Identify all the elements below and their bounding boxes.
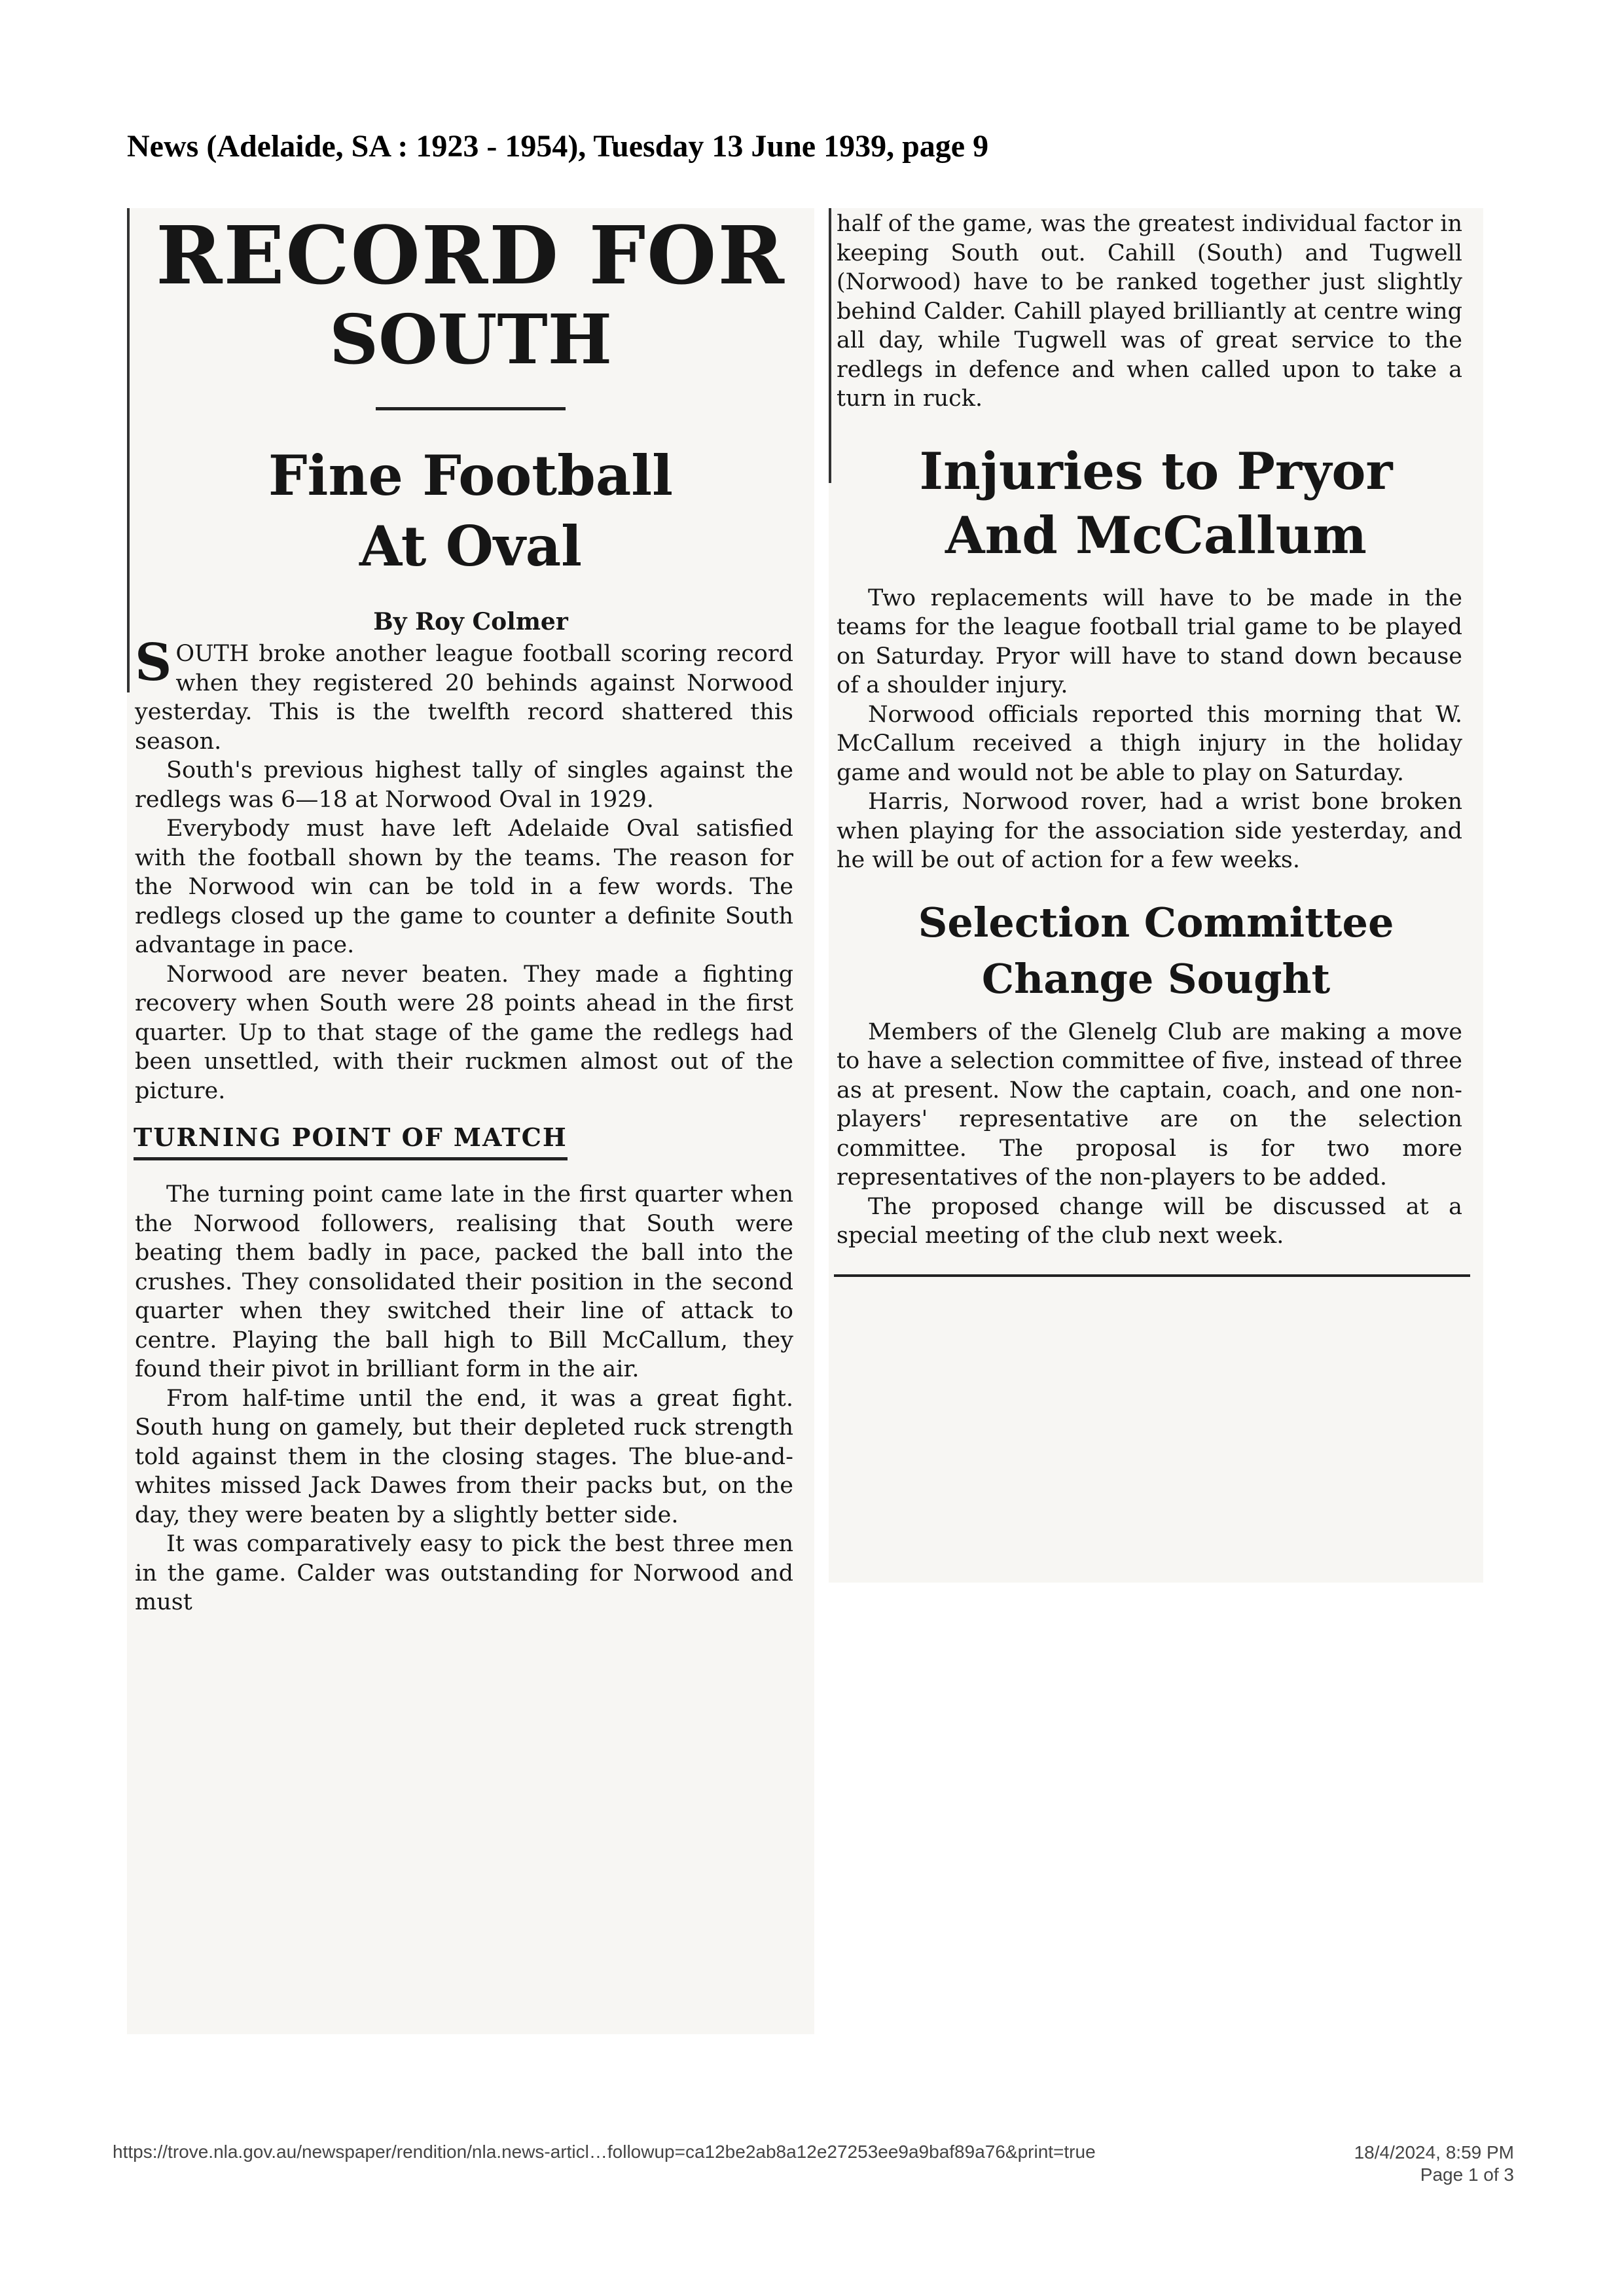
article-body-continued	[127, 1180, 814, 1617]
paragraph: Harris, Norwood rover, had a wrist bone broken when playing for the association side yesterday, and he will be out of action for a few weeks.	[837, 789, 1462, 873]
paragraph: Two replacements will have to be made in the teams for the league football trial game to be played on Saturday. Pryor will have to stand down because of a shoulder injury.	[837, 584, 1462, 698]
footer-url: https://trove.nla.gov.au/newspaper/rendition/nla.news-articl…followup=ca12be2ab8a12e27253ee9a9baf89a76&print=true	[113, 2142, 1096, 2162]
clipping-right-column	[829, 208, 1483, 1583]
headline-divider	[376, 407, 566, 410]
footer-datetime: 18/4/2024, 8:59 PM	[1354, 2142, 1514, 2162]
subheadline-at-oval: At Oval	[359, 514, 583, 579]
paragraph: Norwood are never beaten. They made a fighting recovery when South were 28 points ahead in the first quarter. Up to that stage of the game the redlegs had been unsettled, with their ruckmen almost out of the picture.	[135, 961, 793, 1104]
subheadline-fine-football: Fine Football	[268, 443, 674, 508]
clipping-left-column	[127, 208, 814, 2034]
paragraph: Norwood officials reported this morning that W. McCallum received a thigh injury in the holiday game and would not be able to play on Saturday.	[837, 701, 1462, 786]
paragraph: Everybody must have left Adelaide Oval satisfied with the football shown by the teams. The reason for the Norwood win can be told in a few words. The redlegs closed up the game to counter a definite South advantage in pace.	[135, 816, 793, 958]
paragraph: half of the game, was the greatest individual factor in keeping South out. Cahill (South) and Tugwell (Norwood) have to be ranked together just slightly behind Calder. Cahill played brilliantly at centre wing all day, while Tugwell was of great service to the redlegs in defence and when called upon to take a turn in ruck.	[837, 211, 1462, 412]
paragraph: From half-time until the end, it was a great fight. South hung on gamely, but their depleted ruck strength told against them in the closing stages. The blue-and-whites missed Jack Dawes from their packs but, on the day, they were beaten by a slightly better side.	[135, 1385, 793, 1528]
paragraph: Members of the Glenelg Club are making a move to have a selection committee of five, instead of three as at present. Now the captain, coach, and one non-players' representative are on the selection committee. The proposal is for two more representatives of the non-players to be added.	[837, 1018, 1462, 1191]
column-rule	[829, 208, 831, 483]
headline-record-for: RECORD FOR	[156, 208, 785, 302]
article-selection-body	[829, 1018, 1483, 1251]
page-heading: News (Adelaide, SA : 1923 - 1954), Tuesday 13 June 1939, page 9	[127, 129, 989, 164]
footer-stamp	[1354, 2142, 1514, 2186]
column-rule	[127, 208, 130, 692]
section-heading: TURNING POINT OF MATCH	[134, 1122, 568, 1160]
headline-selection-committee: Selection Committee	[918, 898, 1394, 946]
headline-change-sought: Change Sought	[981, 954, 1331, 1003]
paragraph: South's previous highest tally of singles against the redlegs was 6—18 at Norwood Oval in 1929.	[135, 757, 793, 813]
headline-south: SOUTH	[329, 299, 613, 380]
byline: By Roy Colmer	[373, 608, 568, 636]
article-body	[127, 633, 814, 1105]
end-rule	[834, 1274, 1470, 1277]
paragraph: SOUTH broke another league football scoring record when they registered 20 behinds against Norwood yesterday. This is the twelfth record shattered this season.	[135, 633, 793, 755]
headline-mccallum: And McCallum	[945, 505, 1367, 565]
paragraph: It was comparatively easy to pick the best three men in the game. Calder was outstanding for Norwood and must	[135, 1531, 793, 1615]
article-injuries-body	[829, 584, 1483, 875]
drop-cap: S	[135, 633, 172, 692]
headline-injuries: Injuries to Pryor	[919, 441, 1393, 501]
paragraph: The turning point came late in the first quarter when the Norwood followers, realising that South were beating them badly in pace, packed the ball into the crushes. They consolidated their position in the second quarter when they switched their line of attack to centre. Playing the ball high to Bill McCallum, they found their pivot in brilliant form in the air.	[135, 1181, 793, 1382]
article-continuation	[829, 208, 1483, 414]
footer-page-count: Page 1 of 3	[1420, 2164, 1514, 2185]
paragraph: The proposed change will be discussed at a special meeting of the club next week.	[837, 1193, 1462, 1249]
